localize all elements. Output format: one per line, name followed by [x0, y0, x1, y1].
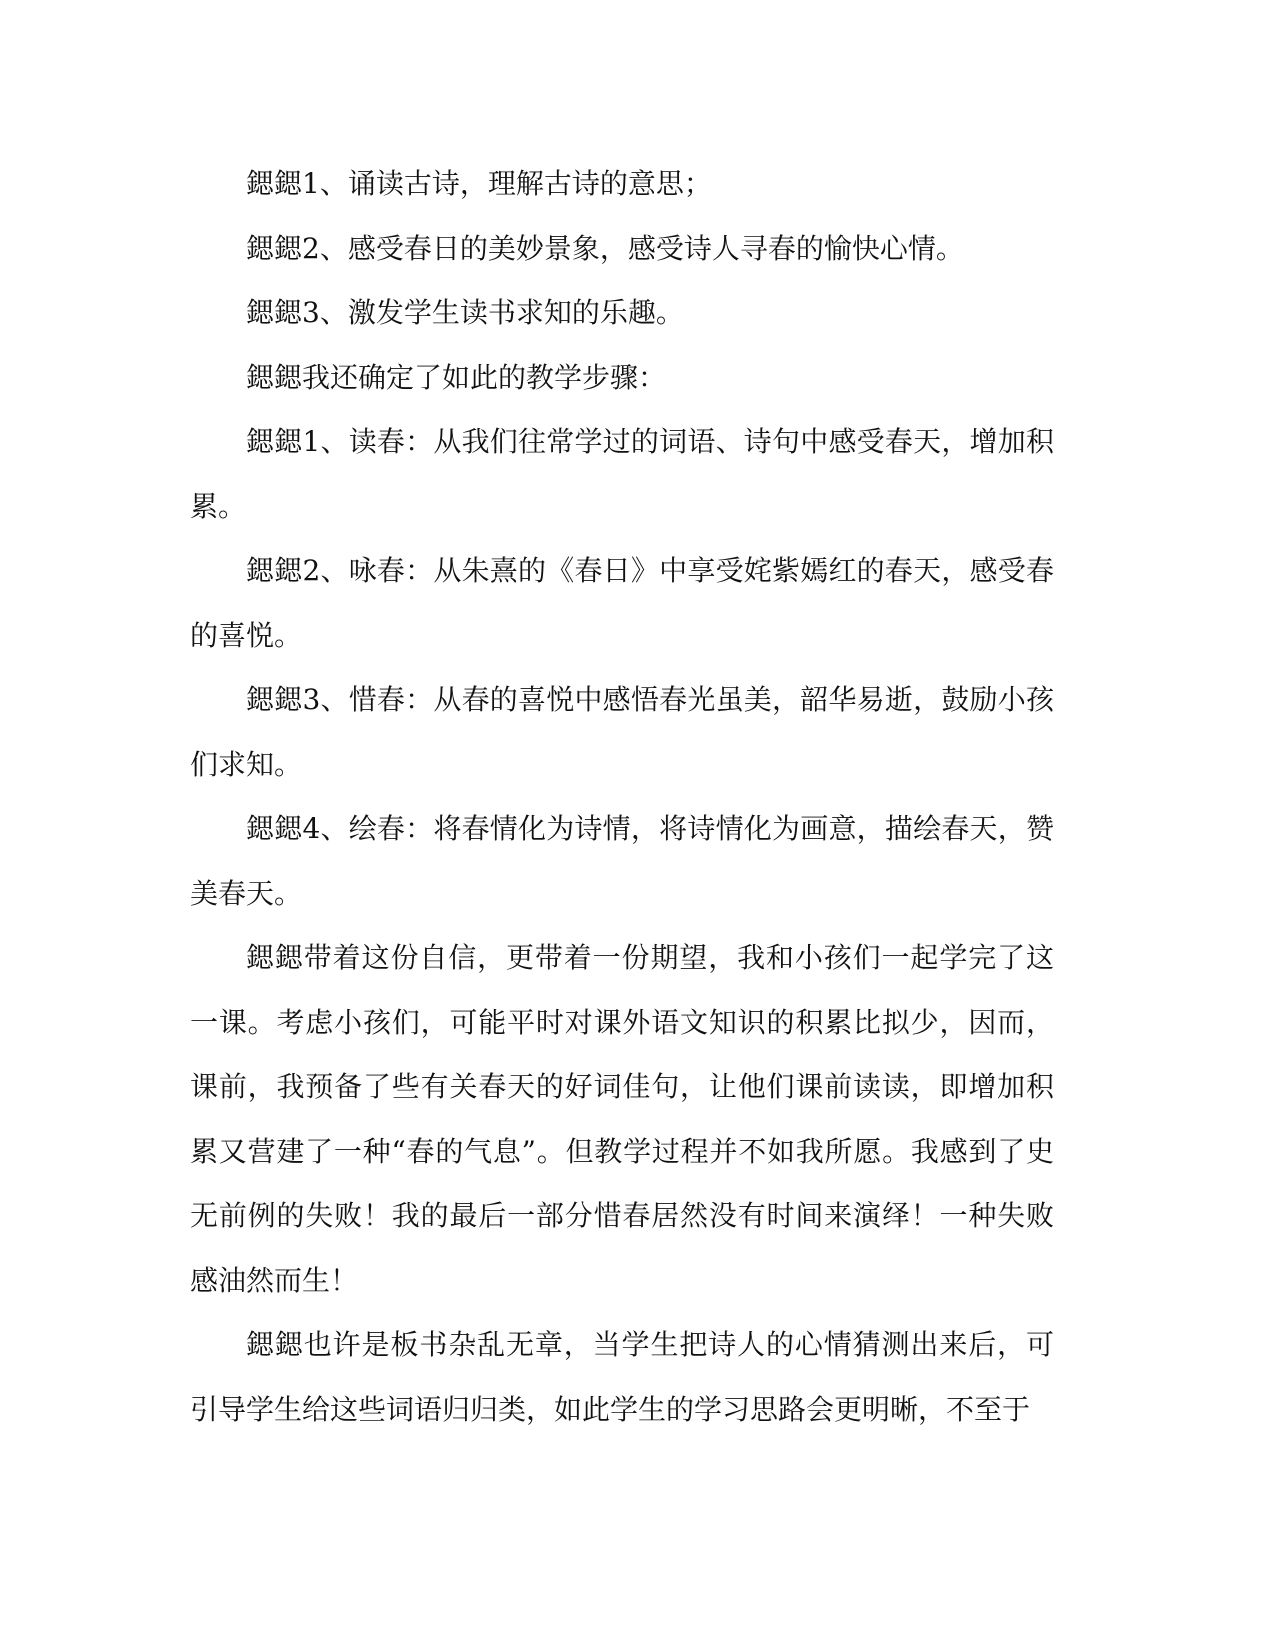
paragraph-step-3: 鍶鍶3、惜春：从春的喜悦中感悟春光虽美，韶华易逝，鼓励小孩们求知。	[190, 683, 1054, 781]
document-body	[190, 152, 1054, 1442]
paragraph-step-4: 鍶鍶4、绘春：将春情化为诗情，将诗情化为画意，描绘春天，赞美春天。	[190, 812, 1054, 910]
paragraph-reflection: 鍶鍶带着这份自信，更带着一份期望，我和小孩们一起学完了这一课。考虑小孩们，可能平时对课外语文知识的积累比拟少，因而，课前，我预备了些有关春天的好词佳句，让他们课前读读，即增加积累又营建了一种“春的气息”。但教学过程并不如我所愿。我感到了史无前例的失败！我的最后一部分惜春居然没有时间来演绎！一种失败感油然而生！	[190, 941, 1054, 1297]
paragraph-steps-intro: 鍶鍶我还确定了如此的教学步骤：	[246, 360, 667, 394]
paragraph-objective-3: 鍶鍶3、激发学生读书求知的乐趣。	[246, 296, 684, 329]
paragraph-improvement: 鍶鍶也许是板书杂乱无章，当学生把诗人的心情猜测出来后，可引导学生给这些词语归归类，如此学生的学习思路会更明晰，不至于	[190, 1328, 1054, 1426]
paragraph-objective-2: 鍶鍶2、感受春日的美妙景象，感受诗人寻春的愉快心情。	[246, 231, 964, 265]
paragraph-objective-1: 鍶鍶1、诵读古诗，理解古诗的意思；	[246, 167, 712, 200]
paragraph-step-1: 鍶鍶1、读春：从我们往常学过的词语、诗句中感受春天，增加积累。	[190, 425, 1054, 523]
paragraph-step-2: 鍶鍶2、咏春：从朱熹的《春日》中享受姹紫嫣红的春天，感受春的喜悦。	[190, 554, 1054, 652]
